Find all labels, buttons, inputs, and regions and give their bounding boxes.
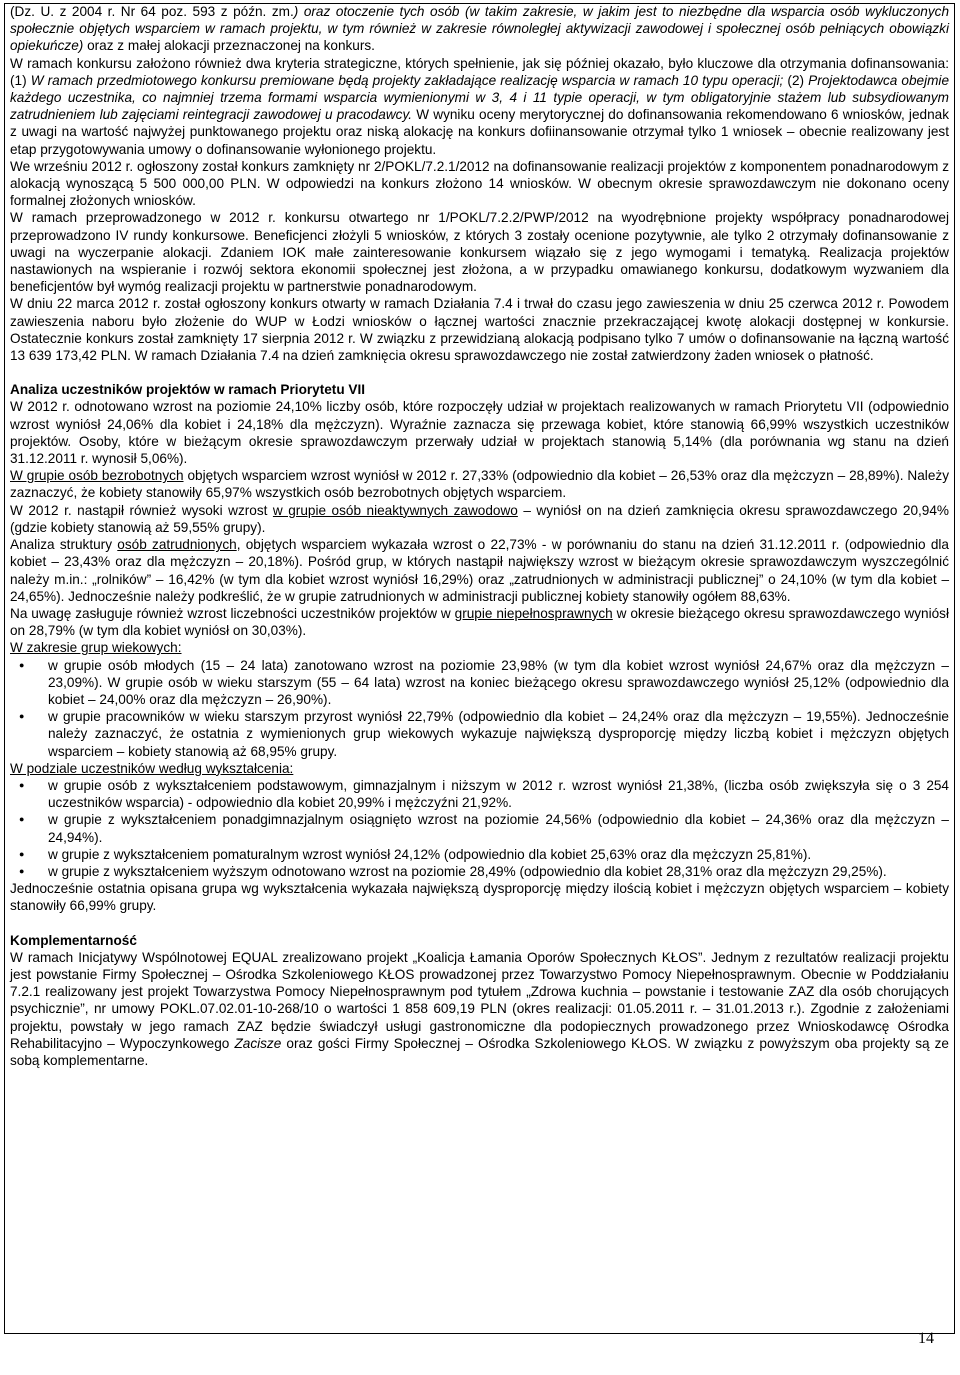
analysis-text: W 2012 r. nastąpił również wysoki wzrost: [10, 502, 273, 518]
analysis-paragraph-unemployed: [10, 467, 949, 501]
analysis-text: , objętych wsparciem wykazała wzrost o 22,73% - w porównaniu do stanu na dzień 31.12.2011 r. (odpowiednio dla kobiet – 23,43% oraz dla mężczyzn – 20,18%). Pośród grup, w których nastąpił największy wzrost w bieżącym okresie sprawozdawczym wyszczególnić należy m.in.: „rolników” – 16,42% (w tym dla kobiet wzrost wyniósł 16,29%) oraz „zatrudnionych w administracji publicznej” o 24,10% (w tym dla kobiet – 24,65%). Jednocześnie należy podkreślić, że w grupie zatrudnionych w administracji publicznej kobiety stanowiły ogółem 88,63%.: [10, 537, 949, 604]
underlined-term: W grupie osób bezrobotnych: [10, 468, 184, 484]
analysis-paragraph-employed: [10, 536, 949, 605]
intro-text: (2): [783, 72, 809, 88]
age-groups-heading: W zakresie grup wiekowych:: [10, 640, 182, 656]
section-heading-analysis: Analiza uczestników projektów w ramach Priorytetu VII: [10, 382, 366, 398]
intro-text: (Dz. U. z 2004 r. Nr 64 poz. 593 z późn. zm.: [10, 4, 294, 19]
complementarity-text: oraz gości Firmy Społecznej – Ośrodka Szkoleniowego KŁOS. W związku z powyższym oba projekty są ze sobą komplementarne.: [10, 1035, 949, 1068]
intro-italic-text: ) oraz otoczenie tych osób (w takim zakresie, w jakim jest to niezbędne dla wsparcia osób wykluczonych społecznie objętych wsparciem w ramach projektu, w tym również w zakresie równoległej aktywizacji zawodowej i społecznej osób pełniących obowiązki opiekuńcze): [10, 4, 949, 54]
intro-paragraph-4: W ramach przeprowadzonego w 2012 r. konkursu otwartego nr 1/POKL/7.2.2/PWP/2012 na wyodrębnione projekty współpracy ponadnarodowej przeprowadzono IV rundy konkursowe. Beneficjenci złożyli 5 wniosków, z których 3 zostały ocenione pozytywnie, ale tylko 2 otrzymały dofinansowanie z uwagi na wyczerpanie alokacji. Zdaniem IOK małe zainteresowanie konkursem wiązało się z jego wymogami i tematyką. Realizacja projektów nastawionych na wspieranie i rozwój sektora ekonomii społecznej jest złożona, a w przypadku omawianego konkursu, dodatkowym wyzwaniem dla beneficjentów był wymóg realizacji projektu w partnerstwie ponadnarodowym.: [10, 210, 949, 295]
document-body: [10, 3, 949, 1069]
analysis-text: – wyniósł on na dzień zamknięcia okresu sprawozdawczego 20,94% (gdzie kobiety stanowią aż 59,55% grupy).: [10, 502, 949, 535]
analysis-text: Na uwagę zasługuje również wzrost liczebności uczestników projektów w: [10, 605, 455, 621]
underlined-term: osób zatrudnionych: [117, 537, 237, 553]
criterion-1-italic: W ramach przedmiotowego konkursu premiowane będą projekty zakładające realizację wsparcia w ramach 10 typu operacji;: [30, 72, 784, 88]
list-item: ● w grupie pracowników w wieku starszym przyrost wyniósł 22,79% (odpowiednio dla kobiet – 24,24% oraz dla mężczyzn – 19,55%). Jednocześnie należy zaznaczyć, że ostatnia z wymienionych grup wiekowych wykazuje największą dysproporcję między liczbą kobiet i mężczyzn objętych wsparciem – kobiety stanowią aż 68,95% grupy.: [48, 708, 949, 760]
complementarity-text: W ramach Inicjatywy Wspólnotowej EQUAL zrealizowano projekt „Koalicja Łamania Oporów Społecznych KŁOS”. Jednym z rezultatów realizacji projektu jest powstanie Firmy Społecznej – Ośrodka Szkoleniowego KŁOS prowadzonej przez Towarzystwo Pomocy Niepełnosprawnym. Obecnie w Poddziałaniu 7.2.1 realizowany jest projekt Towarzystwa Pomocy Niepełnosprawnym pod tytułem „Zdrowa kuchnia – powstanie i testowanie ZAZ dla osób chorujących psychicznie”, nr umowy POKL.07.02.01-10-268/10 o wartości 1 858 609,19 PLN (okres realizacji: 01.05.2011 r. – 31.01.2013 r.). Zgodnie z założeniami projektu, powstały w jego ramach ZAZ będzie świadczył usługi gastronomiczne dla podopiecznych prowadzonego przez Wnioskodawcę Ośrodka Rehabilitacyjno – Wypoczynkowego: [10, 949, 949, 1051]
list-item: ● w grupie osób z wykształceniem podstawowym, gimnazjalnym i niższym w 2012 r. wzrost wyniósł 21,38%, (liczba osób zwiększyła się o 3 254 uczestników wsparcia) - odpowiednio dla kobiet 20,99% i mężczyźni 21,92%.: [48, 777, 949, 811]
list-item: ● w grupie osób młodych (15 – 24 lata) zanotowano wzrost na poziomie 23,98% (w tym dla kobiet wzrost wyniósł 24,67% oraz dla mężczyzn – 23,09%). W grupie osób w wieku starszym (55 – 64 lata) wzrost na koniec bieżącego okresu sprawozdawczego wyniósł 25,12% (odpowiednio dla kobiet – 24,00% oraz dla mężczyzn – 26,90%).: [48, 657, 949, 709]
complementarity-italic-text: Zacisze: [234, 1035, 282, 1051]
intro-text: W wyniku oceny merytorycznej do dofinansowania rekomendowano 6 wniosków, jednak z uwagi na wartość najwyżej punktowanego projektu oraz niską alokację na konkurs dofiinansowanie otrzymał tylko 1 wniosek – obecnie realizowany jest etap przygotowywania umowy o dofinansowanie wyłonionego projektu.: [10, 107, 949, 157]
analysis-closing: Jednocześnie ostatnia opisana grupa wg wykształcenia wykazała największą dysproporcję między ilością kobiet i mężczyzn objętych wsparciem – kobiety stanowiły 66,99% grupy.: [10, 881, 949, 914]
intro-paragraph-1: [10, 3, 949, 55]
intro-text: oraz z małej alokacji przeznaczonej na konkurs.: [83, 38, 375, 54]
page-number: 14: [918, 1330, 934, 1347]
analysis-paragraph-disabled: [10, 605, 949, 639]
analysis-paragraph-inactive: [10, 502, 949, 536]
criterion-2-italic: Projektodawca obejmie każdego uczestnika, co najmniej trzema formami wsparcia wymienionymi w 3, 4 i 11 typie operacji, w tym obligatoryjnie stażem lub subsydiowanym zatrudnieniem lub zajęciami reintegracji zawodowej u pracodawcy.: [10, 72, 950, 123]
list-item: ● w grupie z wykształceniem wyższym odnotowano wzrost na poziomie 28,49% (odpowiednio dla kobiet 28,31% oraz dla mężczyzn 29,25%).: [48, 863, 949, 880]
analysis-paragraph-1: W 2012 r. odnotowano wzrost na poziomie 24,10% liczby osób, które rozpoczęły udział w projektach realizowanych w ramach Priorytetu VII (odpowiednio wzrost wyniósł 24,06% dla kobiet i 24,18% dla mężczyzn). Wyraźnie zaznacza się przewaga kobiet, które stanowią 66,99% wszystkich uczestników projektów. Osoby, które w bieżącym okresie sprawozdawczym przerwały udział w projektach stanowią 5,14% (dla porównania wg stanu na dzień 31.12.2011 r. wynosił 5,06%).: [10, 399, 949, 467]
section-heading-complementarity: Komplementarność: [10, 932, 137, 948]
list-item: ● w grupie z wykształceniem ponadgimnazjalnym osiągnięto wzrost na poziomie 24,56% (odpowiednio dla kobiet – 24,36% oraz dla mężczyzn – 24,94%).: [48, 811, 949, 845]
intro-text: W ramach konkursu założono również dwa kryteria strategiczne, których spełnienie, jak się później okazało, było kluczowe dla otrzymania dofinansowania: (1): [10, 55, 949, 88]
list-item: ● w grupie z wykształceniem pomaturalnym wzrost wyniósł 24,12% (odpowiednio dla kobiet 25,63% oraz dla mężczyzn 25,81%).: [48, 846, 949, 863]
underlined-term: grupie niepełnosprawnych: [454, 605, 613, 621]
intro-paragraph-2: [10, 55, 949, 158]
analysis-text: Analiza struktury: [10, 537, 118, 553]
education-list: [10, 777, 949, 880]
analysis-text: objętych wsparciem wzrost wyniósł w 2012 r. 27,33% (odpowiednio dla kobiet – 26,53% oraz dla mężczyzn – 28,89%). Należy zaznaczyć, że kobiety stanowiły 65,97% wszystkich osób bezrobotnych objętych wsparciem.: [10, 468, 949, 501]
underlined-term: w grupie osób nieaktywnych zawodowo: [272, 502, 518, 518]
intro-paragraph-5: W dniu 22 marca 2012 r. został ogłoszony konkurs otwarty w ramach Działania 7.4 i trwał do czasu jego zawieszenia w dniu 25 czerwca 2012 r. Powodem zawieszenia naboru było złożenie do WUP w Łodzi wniosków o łącznej wartości znacznie przekraczającej kwotę alokacji dostępnej w konkursie. Ostatecznie konkurs został zamknięty 17 sierpnia 2012 r. W związku z przewidzianą alokacją podpisano tylko 7 umów o dofinansowanie na łączną wartość 13 639 173,42 PLN. W ramach Działania 7.4 na dzień zamknięcia okresu sprawozdawczego nie został zatwierdzony żaden wniosek o płatność.: [10, 296, 949, 364]
education-heading: W podziale uczestników według wykształcenia:: [10, 760, 294, 776]
complementarity-paragraph: [10, 949, 949, 1069]
analysis-text: w okresie bieżącego okresu sprawozdawczego wyniósł on 28,79% (w tym dla kobiet wyniósł on 30,03%).: [10, 605, 949, 639]
age-groups-list: [10, 657, 949, 760]
intro-paragraph-3: We wrześniu 2012 r. ogłoszony został konkurs zamknięty nr 2/POKL/7.2.1/2012 na dofinansowanie realizacji projektów z komponentem ponadnarodowym z alokacją wynoszącą 5 500 000,00 PLN. W odpowiedzi na konkurs złożono 14 wniosków. W obecnym okresie sprawozdawczym nie dokonano oceny formalnej złożonych wniosków.: [10, 158, 949, 209]
